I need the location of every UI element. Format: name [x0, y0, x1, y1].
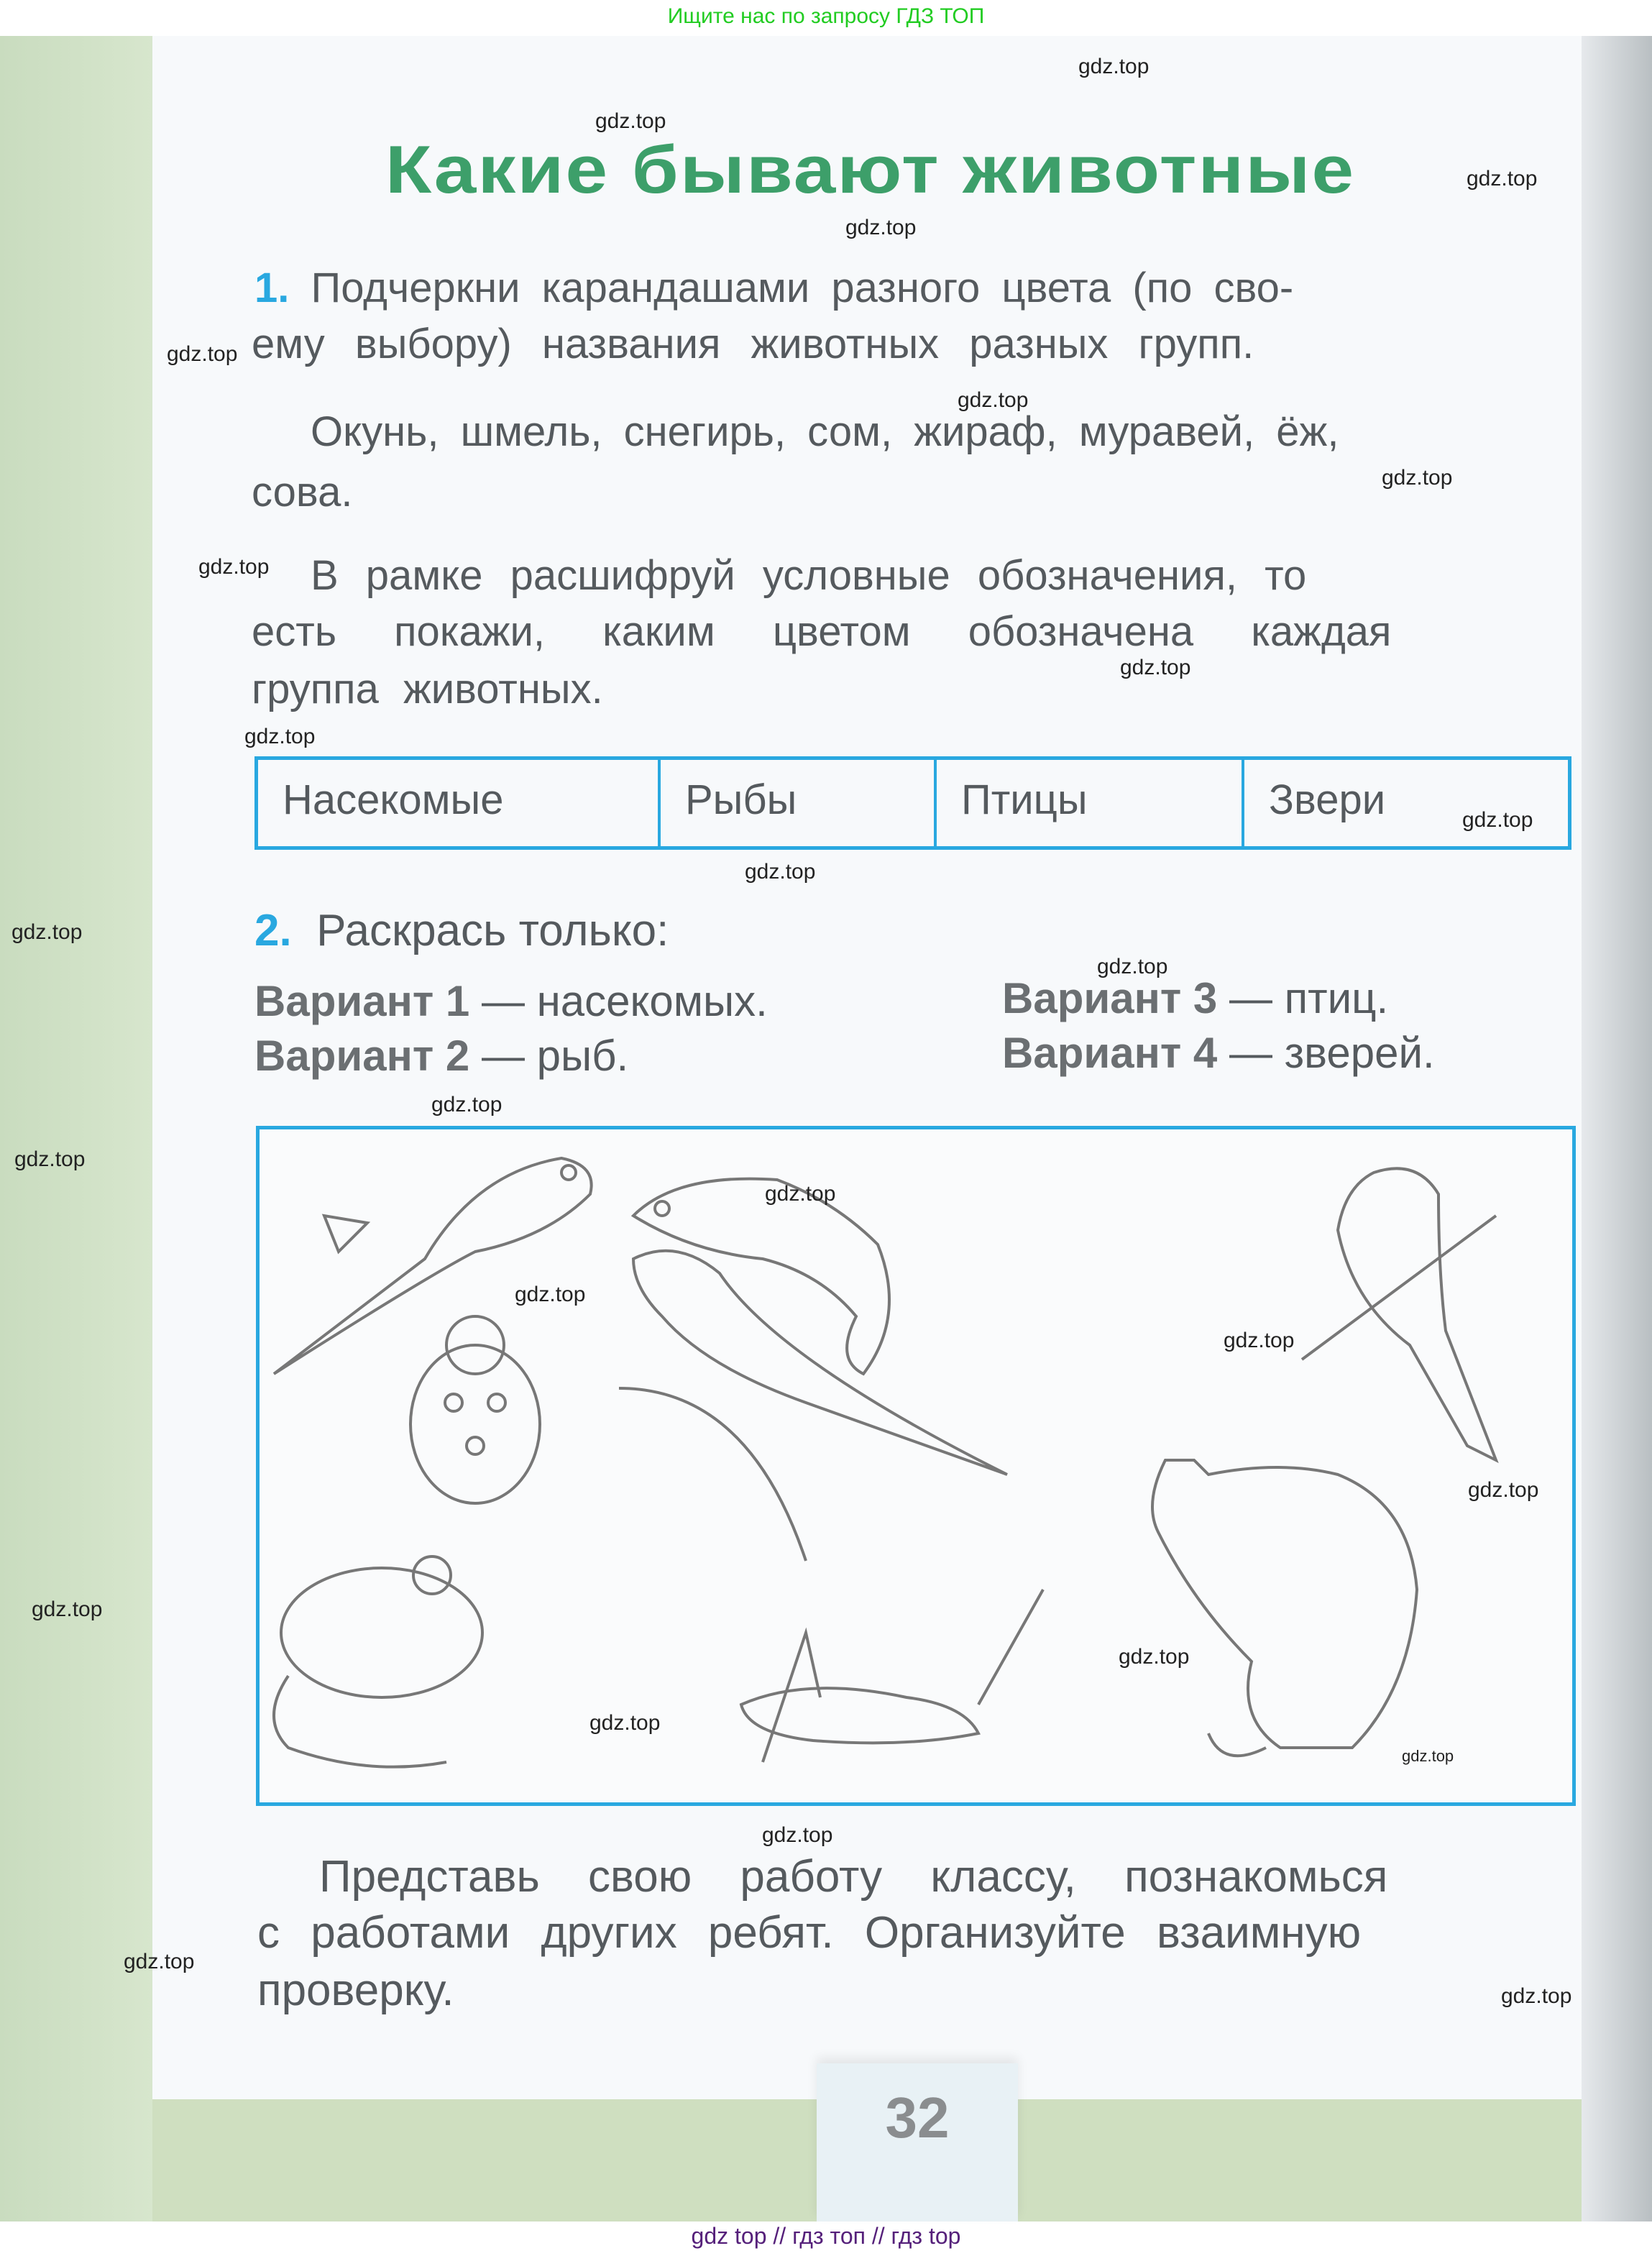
watermark: gdz.top: [589, 1711, 661, 1735]
page-number-tab: [817, 2063, 1018, 2221]
watermark: gdz.top: [1097, 955, 1168, 978]
variant-text: — рыб.: [481, 1032, 629, 1080]
watermark: gdz.top: [1120, 656, 1191, 679]
ladybug-drawing[interactable]: [410, 1316, 540, 1503]
animals-line1: Окунь, шмель, снегирь, сом, жираф, муравей, ёж,: [311, 408, 1339, 455]
page-fold-shadow: [1582, 36, 1652, 2221]
watermark: gdz.top: [1402, 1747, 1454, 1765]
footer-links[interactable]: gdz top // гдз топ // гдз top: [691, 2223, 961, 2249]
variant-label: Вариант 3: [1002, 974, 1218, 1022]
task1-number: 1.: [254, 265, 290, 311]
instr-line2: есть покажи, каким цветом обозначена каждая: [252, 608, 1392, 655]
watermark: gdz.top: [1382, 466, 1453, 490]
watermark: gdz.top: [14, 1147, 86, 1171]
watermark: gdz.top: [595, 109, 666, 133]
watermark: gdz.top: [32, 1597, 103, 1621]
watermark: gdz.top: [124, 1950, 195, 1973]
page-number: 32: [885, 2086, 950, 2150]
watermark: gdz.top: [1468, 1478, 1539, 1502]
closing-line2: с работами других ребят. Организуйте взаимную: [257, 1908, 1362, 1958]
watermark: gdz.top: [958, 388, 1029, 412]
grasshopper-drawing[interactable]: [741, 1590, 1043, 1762]
watermark: gdz.top: [12, 920, 83, 944]
variant-label: Вариант 1: [254, 977, 470, 1025]
cat-drawing[interactable]: [1152, 1460, 1417, 1756]
variant-4: [1002, 1028, 1435, 1078]
watermark: gdz.top: [198, 555, 270, 579]
watermark: gdz.top: [1467, 167, 1538, 191]
legend-mammals[interactable]: Звери: [1269, 776, 1386, 823]
task2-heading: Раскрась только:: [316, 906, 669, 955]
animals-line2: сова.: [252, 469, 353, 515]
page-margin: [0, 36, 152, 2221]
watermark: gdz.top: [1462, 808, 1533, 832]
color-legend-table: [254, 756, 1571, 850]
watermark: gdz.top: [244, 725, 316, 748]
page-title: Какие бывают животные: [385, 132, 1356, 207]
legend-fish[interactable]: Рыбы: [661, 760, 937, 846]
variant-3: [1002, 973, 1388, 1023]
swallow-drawing[interactable]: [619, 1251, 1007, 1561]
variant-label: Вариант 4: [1002, 1029, 1218, 1077]
watermark: gdz.top: [167, 342, 238, 366]
watermark: gdz.top: [1224, 1329, 1295, 1352]
legend-birds[interactable]: Птицы: [937, 760, 1244, 846]
coloring-picture-frame[interactable]: [256, 1126, 1576, 1806]
variant-2: [254, 1031, 628, 1081]
variant-label: Вариант 2: [254, 1032, 470, 1080]
watermark: gdz.top: [1078, 55, 1149, 78]
variant-text: — насекомых.: [481, 977, 768, 1025]
legend-insects[interactable]: Насекомые: [258, 760, 661, 846]
task2-number: 2.: [254, 906, 292, 955]
watermark: gdz.top: [1501, 1984, 1572, 2008]
variant-text: — птиц.: [1229, 974, 1389, 1022]
watermark: gdz.top: [515, 1283, 586, 1306]
closing-line1: Представь свою работу классу, познакомься: [319, 1852, 1388, 1902]
task1-text: Подчеркни карандашами разного цвета (по сво-: [311, 265, 1294, 311]
instr-line3: группа животных.: [252, 666, 603, 712]
task1-line2: ему выбору) названия животных разных групп.: [252, 321, 1254, 367]
closing-line3: проверку.: [257, 1966, 454, 2015]
watermark: gdz.top: [431, 1093, 503, 1116]
instr-line1: В рамке расшифруй условные обозначения, то: [311, 552, 1307, 599]
goldfish-drawing[interactable]: [633, 1179, 889, 1374]
variant-text: — зверей.: [1229, 1029, 1435, 1077]
watermark: gdz.top: [745, 860, 816, 884]
watermark: gdz.top: [762, 1823, 833, 1847]
watermark: gdz.top: [765, 1182, 836, 1206]
bullfinch-drawing[interactable]: [1302, 1168, 1496, 1460]
task2-heading-line: [254, 903, 669, 959]
search-banner[interactable]: Ищите нас по запросу ГДЗ ТОП: [667, 4, 985, 28]
task1-line1: [254, 260, 1293, 316]
swordtail-fish-drawing[interactable]: [274, 1158, 592, 1374]
watermark: gdz.top: [845, 216, 917, 239]
variant-1: [254, 976, 768, 1026]
mouse-drawing[interactable]: [274, 1556, 482, 1767]
watermark: gdz.top: [1119, 1645, 1190, 1669]
